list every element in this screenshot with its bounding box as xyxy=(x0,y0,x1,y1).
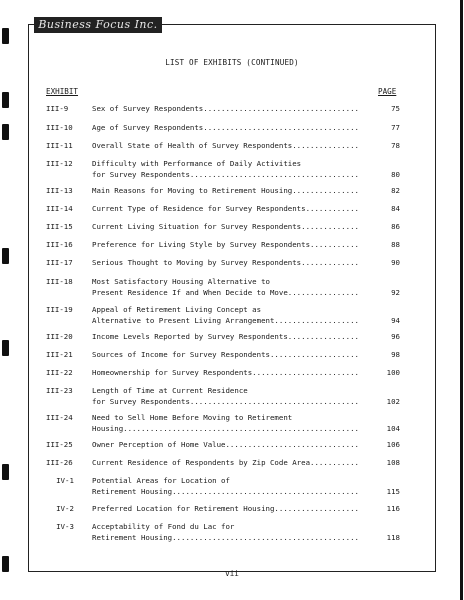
exhibit-title xyxy=(92,104,372,115)
binder-hole xyxy=(2,464,9,480)
exhibit-page-number: 118 xyxy=(386,532,400,542)
exhibit-title-line: Acceptability of Fond du Lac for xyxy=(92,522,235,531)
exhibit-title-line: Current Living Situation for Survey Respondents............. xyxy=(92,222,359,231)
exhibit-title-line: Preference for Living Style by Survey Respondents........... xyxy=(92,240,359,249)
exhibit-code: III-24 xyxy=(46,413,73,422)
exhibit-title xyxy=(92,413,372,434)
exhibit-code: IV-3 xyxy=(56,522,74,531)
exhibit-title xyxy=(92,240,372,251)
exhibit-title-line: Housing..................................................... xyxy=(92,423,359,433)
binder-hole xyxy=(2,340,9,356)
company-logo: Business Focus Inc. xyxy=(34,17,162,33)
column-header-exhibit: EXHIBIT xyxy=(46,87,79,96)
exhibit-title xyxy=(92,368,372,379)
exhibit-title-line: Current Residence of Respondents by Zip Code Area........... xyxy=(92,458,359,467)
exhibit-title-line: Overall State of Health of Survey Respondents............... xyxy=(92,141,359,150)
exhibit-page-number: 102 xyxy=(386,396,400,406)
exhibit-page-number: 82 xyxy=(391,186,400,195)
exhibit-title-line: Sources of Income for Survey Respondents.................... xyxy=(92,350,359,359)
binder-hole xyxy=(2,248,9,264)
exhibit-page-number: 75 xyxy=(391,104,400,113)
exhibit-title xyxy=(92,141,372,152)
exhibit-page-number: 98 xyxy=(391,350,400,359)
exhibit-title-line: for Survey Respondents...................................... xyxy=(92,169,359,179)
exhibit-code: III-14 xyxy=(46,204,73,213)
exhibit-title xyxy=(92,258,372,269)
exhibit-title-line: Retirement Housing.......................................... xyxy=(92,532,359,542)
exhibit-title xyxy=(92,440,372,451)
exhibit-page-number: 106 xyxy=(386,440,400,449)
exhibit-page-number: 92 xyxy=(391,287,400,297)
exhibit-code: III-20 xyxy=(46,332,73,341)
binder-hole xyxy=(2,92,9,108)
exhibit-code: III-22 xyxy=(46,368,73,377)
exhibit-title-line: Most Satisfactory Housing Alternative to xyxy=(92,277,270,286)
exhibit-title-line: Difficulty with Performance of Daily Activities xyxy=(92,159,302,168)
exhibit-title-line: Alternative to Present Living Arrangement................... xyxy=(92,315,359,325)
exhibit-title xyxy=(92,204,372,215)
exhibit-page-number: 86 xyxy=(391,222,400,231)
exhibit-title xyxy=(92,522,372,543)
exhibit-page-number: 88 xyxy=(391,240,400,249)
exhibit-code: III-9 xyxy=(46,104,69,113)
exhibit-code: III-26 xyxy=(46,458,73,467)
exhibit-code: III-12 xyxy=(46,159,73,168)
exhibit-code: III-21 xyxy=(46,350,73,359)
exhibit-code: III-15 xyxy=(46,222,73,231)
exhibit-page-number: 90 xyxy=(391,258,400,267)
exhibit-code: III-17 xyxy=(46,258,73,267)
binder-hole xyxy=(2,124,9,140)
exhibit-page-number: 94 xyxy=(391,315,400,325)
exhibit-title xyxy=(92,386,372,407)
exhibit-code: IV-1 xyxy=(56,476,74,485)
exhibit-title-line: Serious Thought to Moving by Survey Respondents............. xyxy=(92,258,359,267)
exhibit-page-number: 78 xyxy=(391,141,400,150)
exhibit-title xyxy=(92,186,372,197)
exhibit-title-line: Current Type of Residence for Survey Respondents............ xyxy=(92,204,359,213)
exhibit-code: III-13 xyxy=(46,186,73,195)
exhibit-code: III-18 xyxy=(46,277,73,286)
column-header-page: PAGE xyxy=(378,87,397,96)
exhibit-code: III-25 xyxy=(46,440,73,449)
exhibit-code: III-16 xyxy=(46,240,73,249)
exhibit-title-line: Preferred Location for Retirement Housing................... xyxy=(92,504,359,513)
exhibit-title xyxy=(92,277,372,298)
exhibit-page-number: 80 xyxy=(391,169,400,179)
binder-hole xyxy=(2,28,9,44)
exhibit-page-number: 104 xyxy=(386,423,400,433)
exhibit-title xyxy=(92,350,372,361)
scan-edge xyxy=(460,0,463,600)
exhibit-page-number: 77 xyxy=(391,123,400,132)
exhibit-page-number: 84 xyxy=(391,204,400,213)
exhibit-page-number: 108 xyxy=(386,458,400,467)
exhibit-title xyxy=(92,123,372,134)
exhibit-title-line: Owner Perception of Home Value.............................. xyxy=(92,440,359,449)
exhibit-title-line: Need to Sell Home Before Moving to Retirement xyxy=(92,413,293,422)
exhibit-title xyxy=(92,159,372,180)
exhibit-title xyxy=(92,222,372,233)
exhibit-code: IV-2 xyxy=(56,504,74,513)
exhibit-title xyxy=(92,305,372,326)
exhibit-title-line: for Survey Respondents...................................... xyxy=(92,396,359,406)
exhibit-title xyxy=(92,458,372,469)
exhibit-page-number: 115 xyxy=(386,486,400,496)
exhibit-title xyxy=(92,476,372,497)
exhibit-title-line: Age of Survey Respondents................................... xyxy=(92,123,359,132)
exhibit-code: III-11 xyxy=(46,141,73,150)
exhibit-title-line: Appeal of Retirement Living Concept as xyxy=(92,305,262,314)
exhibit-title-line: Present Residence If and When Decide to Move................ xyxy=(92,287,359,297)
exhibit-title-line: Sex of Survey Respondents................................... xyxy=(92,104,359,113)
exhibit-title-line: Homeownership for Survey Respondents........................ xyxy=(92,368,359,377)
exhibit-title-line: Retirement Housing.......................................... xyxy=(92,486,359,496)
exhibit-title-line: Length of Time at Current Residence xyxy=(92,386,248,395)
exhibit-code: III-10 xyxy=(46,123,73,132)
exhibit-page-number: 100 xyxy=(386,368,400,377)
page-number: vii xyxy=(225,569,239,578)
exhibit-page-number: 96 xyxy=(391,332,400,341)
exhibit-page-number: 116 xyxy=(386,504,400,513)
exhibit-code: III-23 xyxy=(46,386,73,395)
exhibit-title-line: Main Reasons for Moving to Retirement Housing............... xyxy=(92,186,359,195)
exhibit-title-line: Potential Areas for Location of xyxy=(92,476,230,485)
exhibit-title-line: Income Levels Reported by Survey Respondents................ xyxy=(92,332,359,341)
exhibit-title xyxy=(92,504,372,515)
page-title: LIST OF EXHIBITS (CONTINUED) xyxy=(165,58,299,67)
exhibit-code: III-19 xyxy=(46,305,73,314)
exhibit-title xyxy=(92,332,372,343)
